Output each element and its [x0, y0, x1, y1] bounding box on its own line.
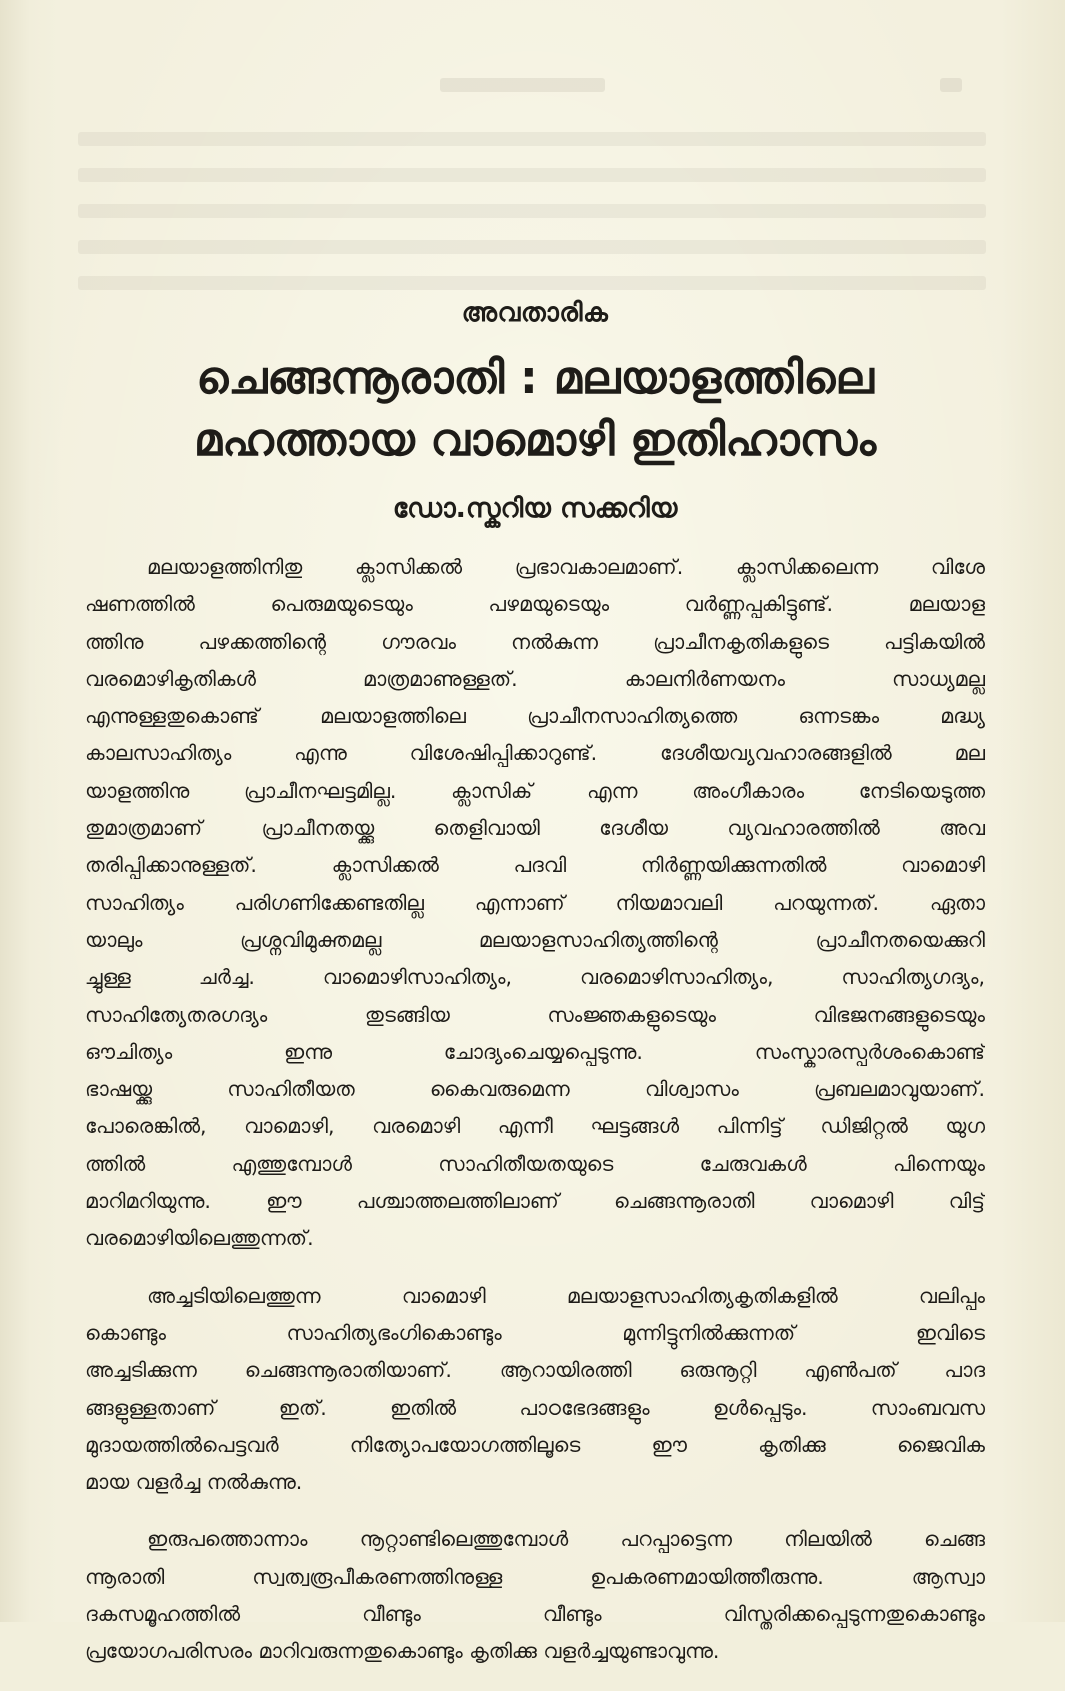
text-line: കാലസാഹിത്യം എന്നു വിശേഷിപ്പിക്കാറുണ്ട്. ദേശീയവ്യവഹാരങ്ങളിൽ മല — [85, 741, 985, 766]
title-line-1: ചെങ്ങന്നൂരാതി : മലയാളത്തിലെ — [196, 351, 874, 404]
text-line: ങ്ങളുള്ളതാണ് ഇത്. ഇതിൽ പാഠഭേദങ്ങളും ഉൾപ്പെടും. സാംബവസ — [85, 1395, 985, 1420]
text-line: തുമാത്രമാണ് പ്രാചീനതയ്ക്കു തെളിവായി ദേശീയ വ്യവഹാരത്തിൽ അവ — [85, 816, 985, 841]
bleed-through-page-number — [940, 78, 962, 92]
text-line: വരമൊഴികൃതികൾ മാത്രമാണുള്ളത്. കാലനിർണയനം സാധ്യമല്ല — [85, 666, 985, 691]
text-line: ത്തിൽ എത്തുമ്പോൾ സാഹിതീയതയുടെ ചേരുവകൾ പിന്നെയും — [85, 1151, 985, 1176]
paragraph — [85, 549, 985, 1258]
bleed-through-line — [78, 132, 986, 146]
text-line: ഭാഷയ്ക്കു സാഹിതീയത കൈവരുമെന്ന വിശ്വാസം പ്രബലമാവുയാണ്. — [85, 1077, 985, 1102]
paragraph — [85, 1521, 985, 1670]
bleed-through-line — [78, 204, 986, 218]
bleed-through-line — [78, 240, 986, 254]
text-line: തരിപ്പിക്കാനുള്ളത്. ക്ലാസിക്കൽ പദവി നിർണ്ണയിക്കുന്നതിൽ വാമൊഴി — [85, 853, 985, 878]
text-line: അച്ചടിക്കുന്ന ചെങ്ങന്നൂരാതിയാണ്. ആറായിരത്തി ഒരുനൂറ്റി എൺപത് പാദ — [85, 1358, 985, 1383]
title-line-2: മഹത്തായ വാമൊഴി ഇതിഹാസം — [193, 413, 877, 466]
text-line: യാളത്തിനു പ്രാചീനഘട്ടമില്ല. ക്ലാസിക് എന്ന അംഗീകാരം നേടിയെടുത്ത — [85, 778, 985, 803]
text-line: മുദായത്തിൽപെട്ടവർ നിത്യോപയോഗത്തിലൂടെ ഈ കൃതിക്കു ജൈവിക — [85, 1432, 985, 1457]
text-line: പ്രയോഗപരിസരം മാറിവരുന്നതുകൊണ്ടും കൃതിക്കു വളർച്ചയുണ്ടാവുന്നു. — [85, 1639, 720, 1664]
text-line: ന്നൂരാതി സ്വത്വരൂപീകരണത്തിനുള്ള ഉപകരണമായിത്തീരുന്നു. ആസ്വാ — [85, 1564, 985, 1589]
text-line: എന്നുള്ളതുകൊണ്ട് മലയാളത്തിലെ പ്രാചീനസാഹിത്യത്തെ ഒന്നടങ്കം മദ്ധ്യ — [85, 704, 985, 729]
text-line: ഇരുപത്തൊന്നാം നൂറ്റാണ്ടിലെത്തുമ്പോൾ പറപ്പാട്ടെന്ന നിലയിൽ ചെങ്ങ — [147, 1527, 985, 1552]
author-name: ഡോ.സ്കറിയ സക്കറിയ — [392, 493, 678, 524]
bleed-through-line — [78, 168, 986, 182]
text-line: സാഹിത്യം പരിഗണിക്കേണ്ടതില്ല എന്നാണ് നിയമാവലി പറയുന്നത്. ഏതാ — [85, 890, 985, 915]
paragraph — [85, 1278, 985, 1502]
text-line: ച്ചുള്ള ചർച്ച. വാമൊഴിസാഹിത്യം, വരമൊഴിസാഹിത്യം, സാഹിത്യഗദ്യം, — [85, 965, 985, 990]
text-line: പോരെങ്കിൽ, വാമൊഴി, വരമൊഴി എന്നീ ഘട്ടങ്ങൾ പിന്നിട്ട് ഡിജിറ്റൽ യുഗ — [85, 1114, 985, 1139]
section-label: അവതാരിക — [461, 298, 609, 328]
text-line: മായ വളർച്ച നൽകുന്നു. — [85, 1470, 303, 1495]
text-line: സാഹിത്യേതരഗദ്യം തുടങ്ങിയ സംജ്ഞകളുടെയും വിഭജനങ്ങളുടെയും — [85, 1002, 985, 1027]
article-body — [85, 549, 985, 1671]
text-line: അച്ചടിയിലെത്തുന്ന വാമൊഴി മലയാളസാഹിത്യകൃതികളിൽ വലിപ്പം — [147, 1283, 985, 1308]
text-line: യാലും പ്രശ്നവിമുക്തമല്ല മലയാളസാഹിത്യത്തിന്റെ പ്രാചീനതയെക്കുറി — [85, 927, 985, 952]
text-line: വരമൊഴിയിലെത്തുന്നത്. — [85, 1226, 314, 1251]
text-line: മാറിമറിയുന്നു. ഈ പശ്ചാത്തലത്തിലാണ് ചെങ്ങന്നൂരാതി വാമൊഴി വിട്ട് — [85, 1189, 985, 1214]
text-line: മലയാളത്തിനിതു ക്ലാസിക്കൽ പ്രഭാവകാലമാണ്. ക്ലാസിക്കലെന്ന വിശേ — [147, 555, 985, 579]
bleed-through-line — [78, 276, 986, 290]
text-line: ഔചിത്യം ഇന്നു ചോദ്യംചെയ്യപ്പെടുന്നു. സംസ്കാരസ്പർശംകൊണ്ട് — [85, 1039, 985, 1064]
text-line: ത്തിനു പഴക്കത്തിന്റെ ഗൗരവം നൽകുന്ന പ്രാചീനകൃതികളുടെ പട്ടികയിൽ — [85, 629, 985, 654]
text-line: കൊണ്ടും സാഹിത്യഭംഗികൊണ്ടും മുന്നിട്ടുനിൽക്കുന്നത് ഇവിടെ — [85, 1320, 985, 1345]
text-line: ദകസമൂഹത്തിൽ വീണ്ടും വീണ്ടും വിസ്തരിക്കപ്പെടുന്നതുകൊണ്ടും — [85, 1602, 985, 1627]
bleed-through-running-header — [440, 78, 605, 92]
article-title — [85, 347, 985, 471]
article — [85, 290, 985, 1691]
text-line: ഷണത്തിൽ പെരുമയുടെയും പഴമയുടെയും വർണ്ണപ്പകിട്ടുണ്ട്. മലയാള — [85, 592, 985, 617]
